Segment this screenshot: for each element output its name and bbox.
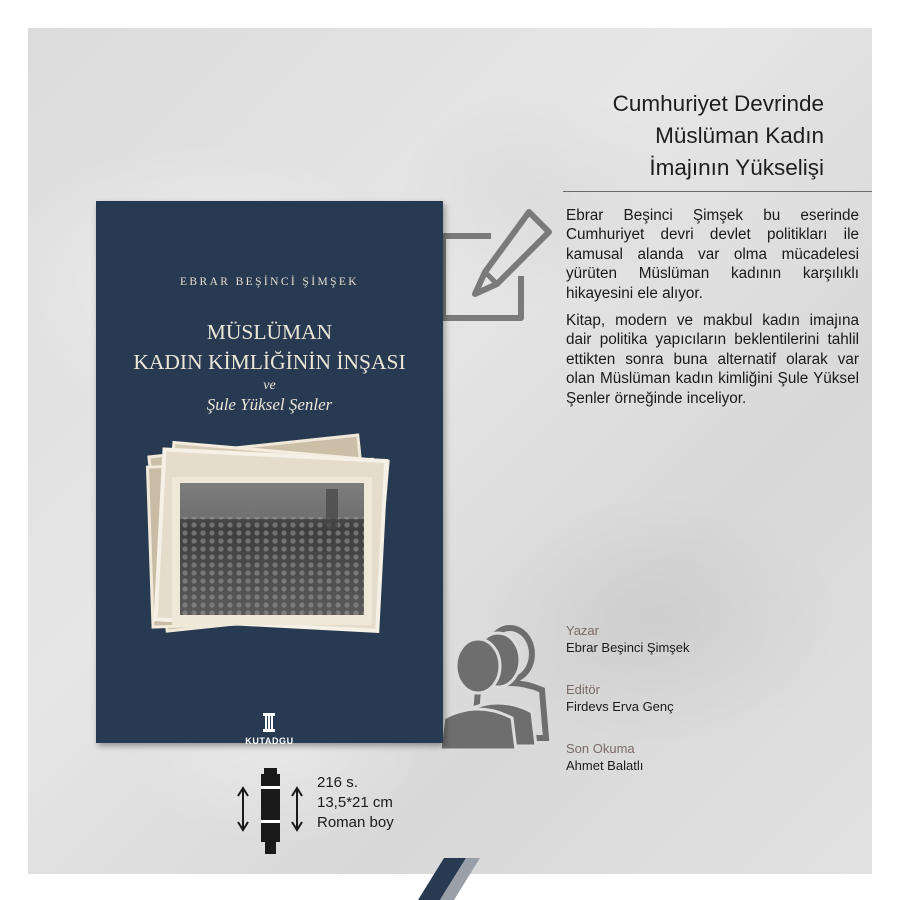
book-specs <box>317 773 394 833</box>
credits <box>566 622 826 799</box>
concrete-panel <box>28 28 872 874</box>
people-icon <box>438 620 558 750</box>
book-headline <box>464 88 824 184</box>
book-description <box>566 206 859 416</box>
cover-connector: ve <box>263 378 276 393</box>
headline-line-3: İmajının Yükselişi <box>649 155 824 180</box>
book-format: Roman boy <box>317 814 394 831</box>
author-value: Ebrar Beşinci Şimşek <box>566 640 690 655</box>
proofreading-label: Son Okuma <box>566 741 635 756</box>
cover-author: EBRAR BEŞİNCİ ŞİMŞEK <box>180 276 359 288</box>
editor-label: Editör <box>566 682 600 697</box>
headline-line-1: Cumhuriyet Devrinde <box>612 91 824 116</box>
cover-title-line-1: MÜSLÜMAN <box>206 320 333 344</box>
cover-subtitle: Şule Yüksel Şenler <box>206 395 333 414</box>
book-size: 13,5*21 cm <box>317 794 393 811</box>
author-label: Yazar <box>566 623 599 638</box>
cover-title <box>96 317 443 377</box>
editor-value: Firdevs Erva Genç <box>566 699 674 714</box>
cover-publisher: KUTADGU <box>245 736 294 746</box>
proofreading-value: Ahmet Balatlı <box>566 758 644 773</box>
logo-icon <box>262 713 276 733</box>
page-count: 216 s. <box>317 774 358 791</box>
cover-title-line-2: KADIN KİMLİĞİNİN İNŞASI <box>133 350 406 374</box>
headline-divider <box>563 191 872 192</box>
book-spine-icon <box>234 768 306 854</box>
headline-line-2: Müslüman Kadın <box>655 123 824 148</box>
description-paragraph-1: Ebrar Beşinci Şimşek bu eserinde Cumhuriyet devri devlet politikları ile kamusal alanda var olma mücadelesi yürüten Müslüman kadının karşılıklı hikayesini ele alıyor. <box>566 207 859 302</box>
pencil-icon <box>431 206 556 331</box>
accent-stripe <box>400 858 480 900</box>
cover-photo-stack <box>136 433 401 643</box>
book-cover <box>96 201 443 746</box>
description-paragraph-2: Kitap, modern ve makbul kadın imajına dair politika yapıcıların beklentilerini tahlil ettikten sonra buna alternatif olarak var olan Müslüman kadın kimliğini Şule Yüksel Şenler örneğinde inceliyor. <box>566 312 859 407</box>
